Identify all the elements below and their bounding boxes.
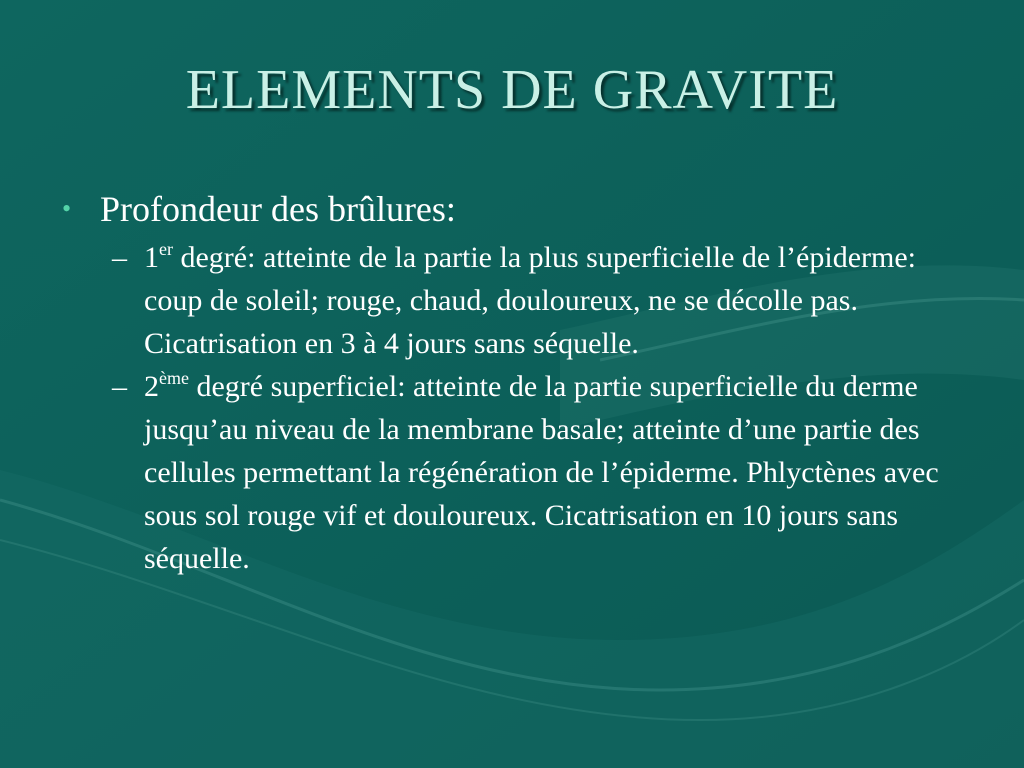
dash-marker: – [112, 241, 127, 274]
sub-bullet-second-degree [58, 365, 978, 580]
sub-bullet-text: degré superficiel: atteinte de la partie superficielle du derme jusqu’au niveau de la membrane basale; atteinte d’une partie des cellules permettant la régénération de l’épiderme. Phlyctènes avec sous sol rouge vif et douloureux. Cicatrisation en 10 jours sans séquelle. [144, 370, 939, 575]
slide-body [58, 186, 978, 580]
sub-bullet-list [58, 236, 978, 580]
bullet-dot-icon: • [62, 194, 72, 223]
sub-bullet-first-degree [58, 236, 978, 365]
degree-number: 2 [144, 370, 159, 403]
dash-marker: – [112, 370, 127, 403]
degree-number: 1 [144, 241, 159, 274]
bullet-item [58, 186, 978, 232]
slide-title: ELEMENTS DE GRAVITE [185, 59, 839, 121]
degree-superscript: er [159, 239, 173, 259]
degree-superscript: ème [159, 368, 189, 388]
bullet-text: Profondeur des brûlures: [100, 189, 456, 229]
sub-bullet-text: degré: atteinte de la partie la plus superficielle de l’épiderme: coup de soleil; rouge, chaud, douloureux, ne se décolle pas. Cicatrisation en 3 à 4 jours sans séquelle. [144, 241, 916, 360]
